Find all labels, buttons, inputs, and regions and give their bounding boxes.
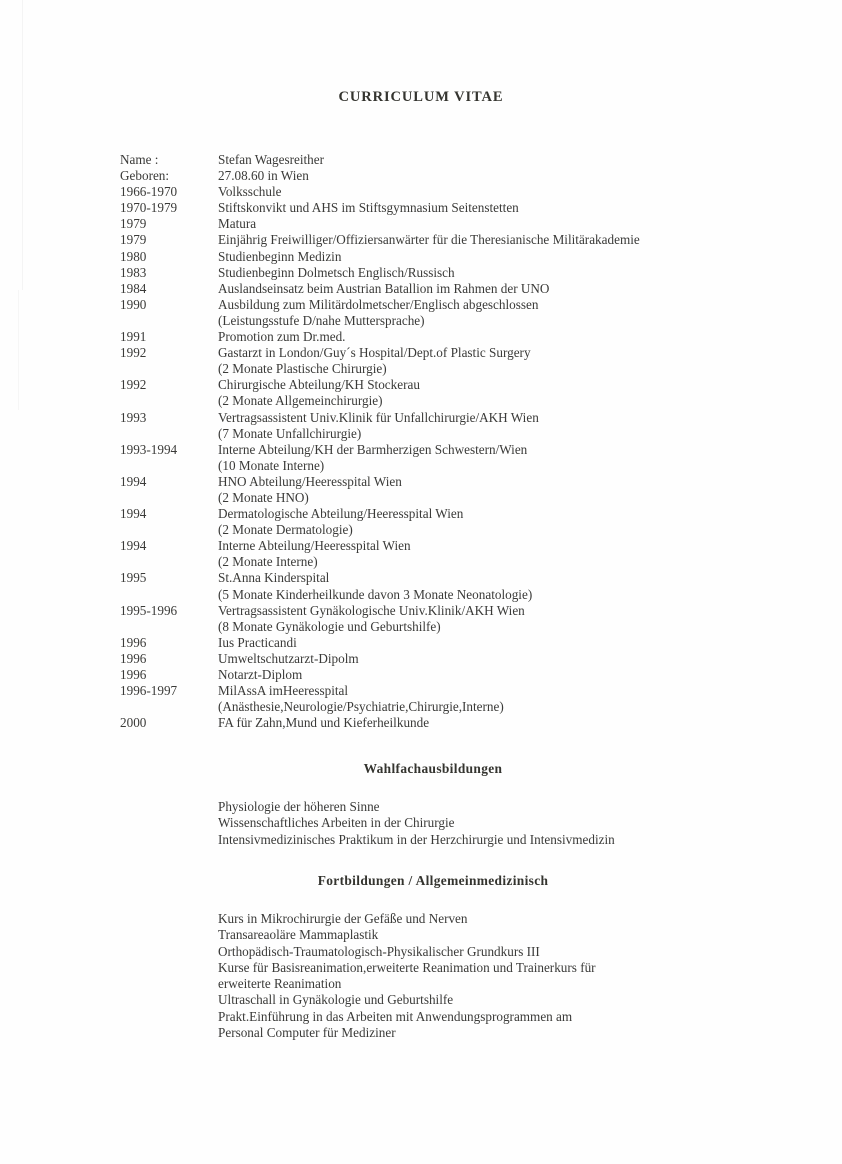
section-line: Intensivmedizinisches Praktikum in der Herzchirurgie und Intensivmedizin <box>218 831 615 847</box>
cv-entry-description: (2 Monate Dermatologie) <box>218 522 353 538</box>
cv-entry-row <box>120 458 820 474</box>
section-body <box>0 911 842 1041</box>
cv-entry-row <box>120 393 820 409</box>
cv-entry-row <box>120 619 820 635</box>
cv-entry-row <box>120 474 820 490</box>
cv-entry-row <box>120 216 820 232</box>
cv-entry-row <box>120 490 820 506</box>
cv-entry-row <box>120 281 820 297</box>
cv-entry-description: Studienbeginn Dolmetsch Englisch/Russisch <box>218 264 455 280</box>
cv-entry-description: (7 Monate Unfallchirurgie) <box>218 425 362 441</box>
cv-entry-row <box>120 329 820 345</box>
cv-entry-description: (8 Monate Gynäkologie und Geburtshilfe) <box>218 618 441 634</box>
cv-entry-row <box>120 651 820 667</box>
cv-entry-row <box>120 506 820 522</box>
cv-entry-row <box>120 603 820 619</box>
cv-entry-year: 1996-1997 <box>120 683 178 699</box>
cv-entry-year: 1966-1970 <box>120 184 178 200</box>
cv-entry-description: St.Anna Kinderspital <box>218 570 330 586</box>
cv-entry-row <box>120 200 820 216</box>
cv-entry-description: (10 Monate Interne) <box>218 457 325 473</box>
cv-entry-description: (2 Monate HNO) <box>218 489 309 505</box>
cv-entry-description: (2 Monate Plastische Chirurgie) <box>218 361 387 377</box>
cv-entry-description: Matura <box>218 216 257 232</box>
section-line: Prakt.Einführung in das Arbeiten mit Anwendungsprogrammen am <box>218 1008 573 1024</box>
section-line: erweiterte Reanimation <box>218 976 342 992</box>
cv-entry-year: 2000 <box>120 715 147 731</box>
cv-chronology-list <box>120 152 820 731</box>
section-line: Physiologie der höheren Sinne <box>218 799 380 814</box>
cv-entry-description: 27.08.60 in Wien <box>218 168 309 184</box>
cv-entry-row <box>120 313 820 329</box>
cv-entry-row <box>120 522 820 538</box>
cv-entry-description: Studienbeginn Medizin <box>218 248 342 264</box>
cv-entry-description: (Anästhesie,Neurologie/Psychiatrie,Chirurgie,Interne) <box>218 699 504 715</box>
cv-entry-description: Stiftskonvikt und AHS im Stiftsgymnasium Seitenstetten <box>218 200 519 216</box>
section-line: Kurse für Basisreanimation,erweiterte Reanimation und Trainerkurs für <box>218 959 596 975</box>
cv-entry-year: 1992 <box>120 377 147 393</box>
cv-entry-row <box>120 377 820 393</box>
section-line: Ultraschall in Gynäkologie und Geburtshilfe <box>218 992 454 1008</box>
section-body <box>0 799 842 848</box>
cv-entry-row <box>120 184 820 200</box>
cv-entry-year: 1979 <box>120 216 147 232</box>
section-line: Transareaoläre Mammaplastik <box>218 927 379 943</box>
cv-entry-year: 1996 <box>120 650 147 666</box>
cv-entry-row <box>120 538 820 554</box>
cv-entry-description: (2 Monate Allgemeinchirurgie) <box>218 393 383 409</box>
cv-entry-row <box>120 345 820 361</box>
cv-entry-description: (Leistungsstufe D/nahe Muttersprache) <box>218 312 425 328</box>
cv-entry-row <box>120 361 820 377</box>
cv-entry-year: 1994 <box>120 473 147 489</box>
section-fortbildungen <box>0 873 842 1041</box>
cv-entry-year: 1992 <box>120 345 147 361</box>
cv-entry-description: MilAssA imHeeresspital <box>218 683 349 699</box>
cv-entry-description: Notarzt-Diplom <box>218 667 303 682</box>
cv-entry-year: 1993-1994 <box>120 441 178 457</box>
cv-entry-row <box>120 554 820 570</box>
cv-entry-year: 1970-1979 <box>120 200 178 216</box>
cv-entry-description: Volksschule <box>218 184 282 200</box>
cv-entry-year: 1994 <box>120 538 147 554</box>
cv-entry-year: Geboren: <box>120 168 170 184</box>
cv-entry-row <box>120 667 820 683</box>
section-wahlfachausbildungen <box>0 761 842 848</box>
cv-entry-description: Gastarzt in London/Guy´s Hospital/Dept.of Plastic Surgery <box>218 345 531 361</box>
cv-entry-row <box>120 152 820 168</box>
cv-entry-row <box>120 232 820 248</box>
cv-entry-row <box>120 635 820 651</box>
cv-entry-year: 1984 <box>120 280 147 296</box>
section-heading: Fortbildungen / Allgemeinmedizinisch <box>317 873 549 888</box>
scan-artifact-line-secondary <box>18 290 19 410</box>
scan-artifact-line <box>22 0 23 290</box>
cv-entry-description: HNO Abteilung/Heeresspital Wien <box>218 473 402 489</box>
cv-entry-description: (2 Monate Interne) <box>218 554 318 570</box>
section-line: Kurs in Mikrochirurgie der Gefäße und Nerven <box>218 911 468 926</box>
cv-entry-row <box>120 570 820 586</box>
section-line: Orthopädisch-Traumatologisch-Physikalischer Grundkurs III <box>218 943 540 959</box>
cv-entry-row <box>120 265 820 281</box>
cv-entry-year: 1995 <box>120 570 147 586</box>
cv-entry-description: Auslandseinsatz beim Austrian Batallion im Rahmen der UNO <box>218 280 550 296</box>
cv-entry-description: Vertragsassistent Gynäkologische Univ.Klinik/AKH Wien <box>218 602 525 618</box>
cv-entry-description: Ausbildung zum Militärdolmetscher/Englisch abgeschlossen <box>218 296 539 312</box>
cv-entry-year: 1990 <box>120 296 147 312</box>
cv-entry-row <box>120 442 820 458</box>
cv-entry-year: 1996 <box>120 634 147 650</box>
cv-entry-description: Stefan Wagesreither <box>218 152 324 167</box>
section-heading: Wahlfachausbildungen <box>363 761 503 776</box>
cv-entry-row <box>120 715 820 731</box>
cv-entry-row <box>120 168 820 184</box>
cv-entry-description: Einjährig Freiwilliger/Offiziersanwärter für die Theresianische Militärakademie <box>218 232 640 248</box>
cv-entry-description: (5 Monate Kinderheilkunde davon 3 Monate Neonatologie) <box>218 586 533 602</box>
cv-entry-year: 1993 <box>120 409 147 425</box>
cv-entry-row <box>120 699 820 715</box>
cv-entry-year: 1980 <box>120 248 147 264</box>
cv-entry-row <box>120 249 820 265</box>
cv-entry-description: FA für Zahn,Mund und Kieferheilkunde <box>218 715 430 731</box>
section-line: Wissenschaftliches Arbeiten in der Chirurgie <box>218 815 455 831</box>
cv-entry-description: Dermatologische Abteilung/Heeresspital Wien <box>218 506 464 522</box>
cv-entry-description: Vertragsassistent Univ.Klinik für Unfallchirurgie/AKH Wien <box>218 409 539 425</box>
cv-entry-description: Umweltschutzarzt-Dipolm <box>218 650 359 666</box>
cv-entry-row <box>120 410 820 426</box>
cv-entry-row <box>120 426 820 442</box>
cv-entry-year: 1991 <box>120 329 147 345</box>
cv-entry-year: Name : <box>120 152 159 167</box>
cv-entry-year: 1979 <box>120 232 147 248</box>
section-line: Personal Computer für Mediziner <box>218 1025 396 1041</box>
cv-entry-description: Interne Abteilung/Heeresspital Wien <box>218 538 411 554</box>
cv-entry-year: 1996 <box>120 667 147 682</box>
cv-entry-description: Chirurgische Abteilung/KH Stockerau <box>218 377 420 393</box>
cv-entry-year: 1983 <box>120 264 147 280</box>
cv-entry-year: 1995-1996 <box>120 602 178 618</box>
cv-entry-description: Promotion zum Dr.med. <box>218 329 346 345</box>
cv-entry-description: Ius Practicandi <box>218 634 297 650</box>
cv-entry-row <box>120 297 820 313</box>
cv-entry-row <box>120 587 820 603</box>
cv-entry-row <box>120 683 820 699</box>
cv-entry-description: Interne Abteilung/KH der Barmherzigen Schwestern/Wien <box>218 441 528 457</box>
page-title: CURRICULUM VITAE <box>338 89 504 105</box>
cv-entry-year: 1994 <box>120 506 147 522</box>
